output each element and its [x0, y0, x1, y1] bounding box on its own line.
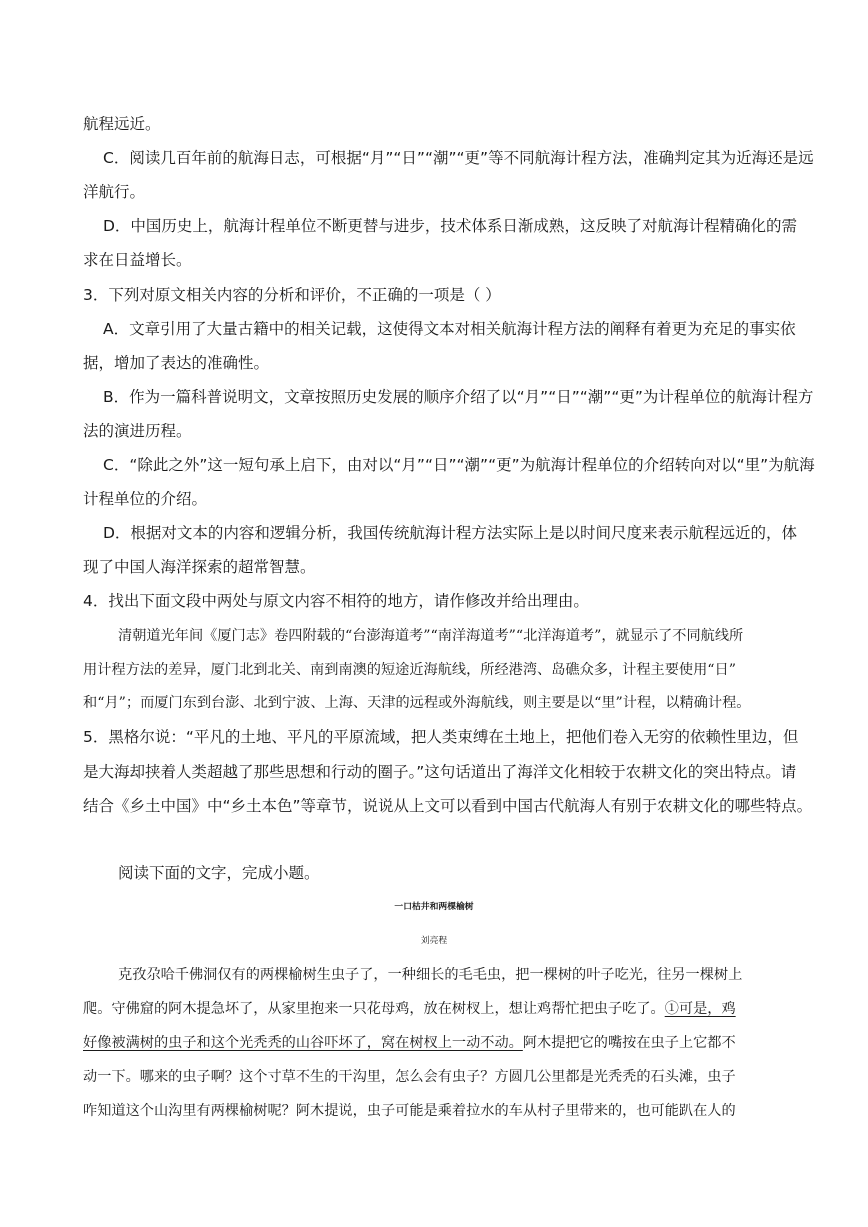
article-text: 阿木提把它的嘴按在虫子上它都不 — [522, 1035, 736, 1051]
article-text: 爬。守佛窟的阿木提急坏了，从家里抱来一只花母鸡，放在树杈上，想让鸡帮忙把虫子吃了。 — [83, 1001, 665, 1017]
option-d: D．中国历史上，航海计程单位不断更替与进步，技术体系日渐成熟，这反映了对航海计程精确化的需 — [103, 217, 797, 235]
text-line: 航程远近。 — [83, 115, 161, 133]
reading-instruction: 阅读下面的文字，完成小题。 — [118, 864, 320, 882]
text-line: 据，增加了表达的准确性。 — [83, 354, 270, 372]
underlined-sentence: ①可是，鸡 — [664, 1001, 736, 1017]
text-line: 洋航行。 — [83, 183, 146, 201]
article-line — [83, 998, 736, 1020]
text-line: 现了中国人海洋探索的超常智慧。 — [83, 558, 316, 576]
text-line: 法的演进历程。 — [83, 422, 192, 440]
article-line: 克孜尕哈千佛洞仅有的两棵榆树生虫子了，一种细长的毛毛虫，把一棵树的叶子吃光，往另一棵树上 — [118, 967, 743, 983]
quoted-passage-line: 清朝道光年间《厦门志》卷四附载的“台澎海道考”“南洋海道考”“北洋海道考”，就显示了不同航线所 — [118, 628, 744, 644]
question-3: 3．下列对原文相关内容的分析和评价，不正确的一项是（ ） — [83, 286, 501, 304]
article-line: 咋知道这个山沟里有两棵榆树呢？阿木提说，虫子可能是乘着拉水的车从村子里带来的，也可能趴在人的 — [83, 1103, 736, 1119]
article-line — [83, 1032, 736, 1054]
option-b: B．作为一篇科普说明文，文章按照历史发展的顺序介绍了以“月”“日”“潮”“更”为计程单位的航海计程方 — [103, 388, 814, 406]
option-d: D．根据对文本的内容和逻辑分析，我国传统航海计程方法实际上是以时间尺度来表示航程远近的，体 — [103, 524, 797, 542]
option-c: C．“除此之外”这一短句承上启下，由对以“月”“日”“潮”“更”为航海计程单位的介绍转向对以“里”为航海 — [103, 456, 815, 474]
text-line: 求在日益增长。 — [83, 251, 192, 269]
article-line: 动一下。哪来的虫子啊？这个寸草不生的干沟里，怎么会有虫子？方圆几公里都是光秃秃的石头滩，虫子 — [83, 1069, 736, 1085]
quoted-passage-line: 用计程方法的差异，厦门北到北关、南到南澳的短途近海航线，所经港湾、岛礁众多，计程主要使用“日” — [83, 662, 736, 678]
text-line: 结合《乡土中国》中“乡土本色”等章节，说说从上文可以看到中国古代航海人有别于农耕文化的哪些特点。 — [83, 797, 813, 815]
quoted-passage-line: 和“月”；而厦门东到台澎、北到宁波、上海、天津的远程或外海航线，则主要是以“里”计程，以精确计程。 — [83, 695, 751, 711]
question-4: 4．找出下面文段中两处与原文内容不相符的地方，请作修改并给出理由。 — [83, 592, 589, 610]
text-line: 计程单位的介绍。 — [83, 490, 208, 508]
text-line: 是大海却挟着人类超越了那些思想和行动的圈子。”这句话道出了海洋文化相较于农耕文化的突出特点。请 — [83, 763, 797, 781]
option-a: A．文章引用了大量古籍中的相关记载，这使得文本对相关航海计程方法的阐释有着更为充足的事实依 — [103, 320, 796, 338]
article-title: 一口枯井和两棵榆树 — [394, 902, 474, 912]
question-5: 5．黑格尔说：“平凡的土地、平凡的平原流域，把人类束缚在土地上，把他们卷入无穷的依赖性里边，但 — [83, 728, 799, 746]
option-c: C．阅读几百年前的航海日志，可根据“月”“日”“潮”“更”等不同航海计程方法，准确判定其为近海还是远 — [103, 149, 814, 167]
article-author: 刘亮程 — [420, 936, 448, 946]
underlined-sentence: 好像被满树的虫子和这个光秃秃的山谷吓坏了，窝在树杈上一动不动。 — [83, 1035, 523, 1051]
